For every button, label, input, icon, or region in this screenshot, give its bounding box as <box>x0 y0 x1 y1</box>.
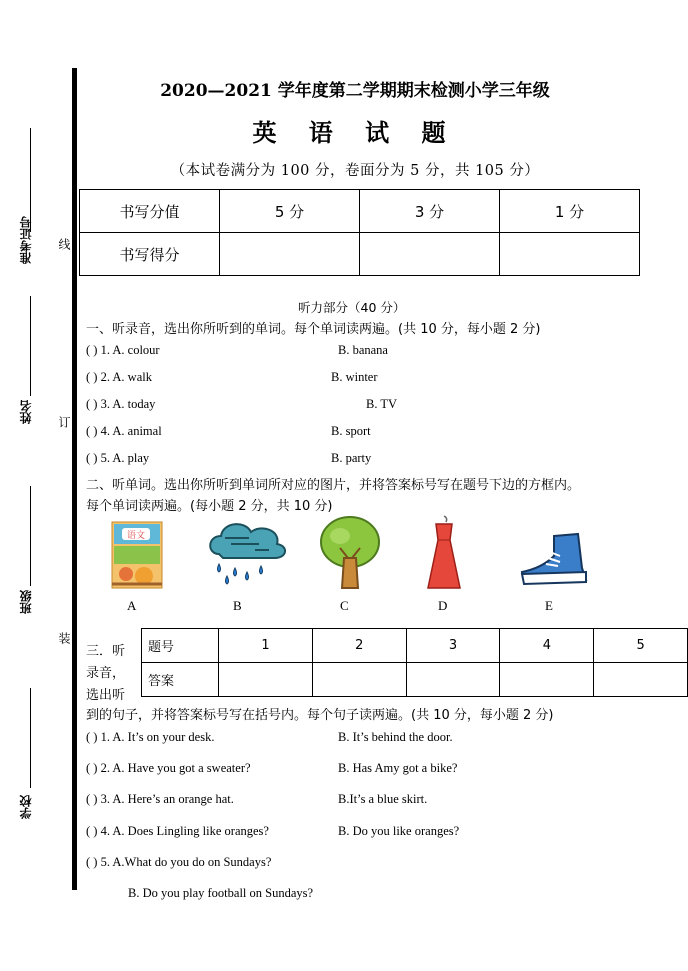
part1-item-b: B. winter <box>331 370 378 384</box>
dress-icon <box>420 514 468 592</box>
part1-item-b: B. sport <box>331 424 371 438</box>
score-table-cell: 5 分 <box>220 190 360 233</box>
part3-item-a: ( ) 5. A.What do you do on Sundays? <box>86 855 272 869</box>
school-label: 学校 <box>19 795 33 819</box>
part1-item-a: ( ) 1. A. colour <box>86 343 160 357</box>
score-input-cell[interactable] <box>360 233 500 276</box>
margin-line <box>30 486 31 586</box>
answer-table <box>141 628 688 697</box>
answer-cell[interactable] <box>406 663 500 697</box>
rain-cloud-icon <box>205 516 291 588</box>
part1-item-b: B. party <box>331 451 372 465</box>
score-table-cell: 1 分 <box>500 190 640 233</box>
tree-icon <box>318 514 382 592</box>
score-table-cell: 书写得分 <box>80 233 220 276</box>
part1-item-a: ( ) 4. A. animal <box>86 424 162 438</box>
part1-title: 一、听录音，选出你所听到的单词。每个单词读两遍。(共 10 分，每小题 2 分) <box>86 322 541 337</box>
exam-no-label: 准考证号 <box>19 216 33 264</box>
exam-score-note: （本试卷满分为 100 分，卷面分为 5 分，共 105 分） <box>170 163 540 179</box>
answer-table-label: 答案 <box>142 663 219 697</box>
picture-label: E <box>545 598 553 613</box>
part3-item-a: ( ) 1. A. It’s on your desk. <box>86 730 215 744</box>
exam-subject-title: 英 语 试 题 <box>252 118 458 147</box>
answer-cell[interactable] <box>500 663 594 697</box>
score-table-cell: 3 分 <box>360 190 500 233</box>
handwriting-score-table <box>79 189 640 276</box>
score-table-cell: 书写分值 <box>80 190 220 233</box>
question-number: 5 <box>594 629 688 663</box>
picture-label: D <box>438 598 448 613</box>
part3-item-a: ( ) 3. A. Here’s an orange hat. <box>86 792 234 806</box>
part3-item-a: ( ) 4. A. Does Lingling like oranges? <box>86 824 269 838</box>
part3-item-a: ( ) 2. A. Have you got a sweater? <box>86 761 251 775</box>
question-number: 1 <box>219 629 313 663</box>
name-label: 姓名 <box>19 400 33 424</box>
question-number: 3 <box>406 629 500 663</box>
part3-title: 三．听 <box>86 644 126 659</box>
picture-label: A <box>127 598 137 613</box>
answer-cell[interactable] <box>312 663 406 697</box>
part1-item-a: ( ) 3. A. today <box>86 397 156 411</box>
score-input-cell[interactable] <box>500 233 640 276</box>
answer-table-header: 题号 <box>142 629 219 663</box>
section-title: 听力部分（40 分） <box>298 300 406 315</box>
answer-cell[interactable] <box>219 663 313 697</box>
exam-term-title: 2020—2021 学年度第二学期期末检测小学三年级 <box>160 81 550 101</box>
part3-item-b: B. It’s behind the door. <box>338 730 453 744</box>
part3-item-b: B.It’s a blue skirt. <box>338 792 428 806</box>
question-number: 4 <box>500 629 594 663</box>
part3-item-b: B. Has Amy got a bike? <box>338 761 458 775</box>
part3-item-b: B. Do you play football on Sundays? <box>128 886 314 900</box>
part1-item-b: B. banana <box>338 343 388 357</box>
part1-item-a: ( ) 2. A. walk <box>86 370 152 384</box>
svg-text:语文: 语文 <box>126 531 146 541</box>
binding-rule <box>72 68 77 890</box>
part2-title-cont: 每个单词读两遍。(每小题 2 分，共 10 分) <box>86 499 333 514</box>
picture-label: B <box>233 598 242 613</box>
part3-title: 选出听 <box>86 688 126 703</box>
picture-label: C <box>340 598 349 613</box>
part1-item-b: B. TV <box>366 397 398 411</box>
binding-char-xian: 线 <box>57 238 71 250</box>
question-number: 2 <box>312 629 406 663</box>
answer-cell[interactable] <box>594 663 688 697</box>
sneaker-icon <box>520 532 588 590</box>
part3-title-cont: 到的句子，并将答案标号写在括号内。每个句子读两遍。(共 10 分，每小题 2 分) <box>86 708 554 723</box>
class-label: 班级 <box>19 590 33 614</box>
part3-title: 录音， <box>86 666 126 681</box>
score-input-cell[interactable] <box>220 233 360 276</box>
binding-char-ding: 订 <box>57 416 71 428</box>
part3-item-b: B. Do you like oranges? <box>338 824 460 838</box>
margin-line <box>30 688 31 788</box>
books-icon <box>108 518 166 592</box>
margin-line <box>30 296 31 396</box>
part2-title: 二、听单词。选出你所听到单词所对应的图片，并将答案标号写在题号下边的方框内。 <box>86 478 581 493</box>
part1-item-a: ( ) 5. A. play <box>86 451 150 465</box>
binding-char-zhuang: 装 <box>57 632 71 644</box>
